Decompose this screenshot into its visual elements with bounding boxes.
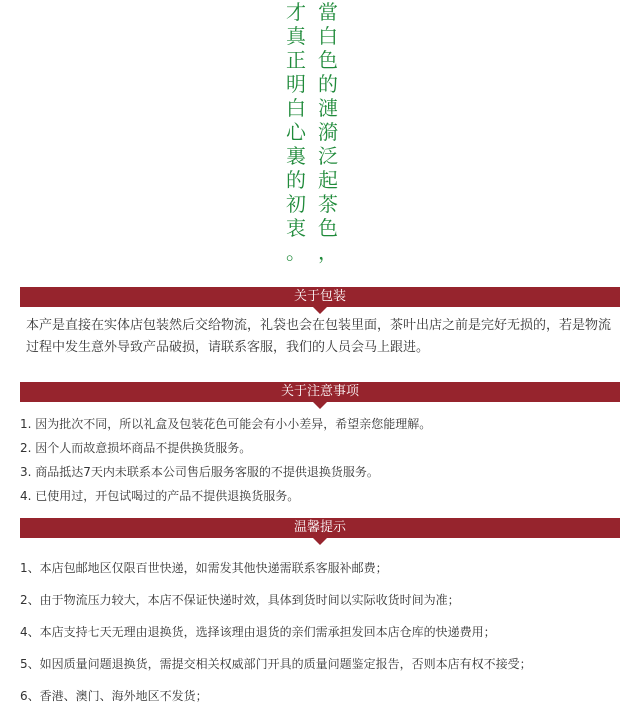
poem-char: 初 <box>286 192 306 216</box>
banner-notch <box>313 538 327 545</box>
poem-char: 心 <box>286 120 306 144</box>
packaging-title: 关于包装 <box>293 289 346 304</box>
poem-char: 才 <box>286 0 306 24</box>
tips-title: 温馨提示 <box>293 520 346 535</box>
list-item: 4. 已使用过，开包试喝过的产品不提供退换货服务。 <box>20 489 300 503</box>
poem-char: 當 <box>318 0 338 24</box>
list-item: 2. 因个人而故意损坏商品不提供换货服务。 <box>20 441 252 455</box>
notes-title: 关于注意事项 <box>280 384 359 399</box>
poem-char: 正 <box>286 48 306 72</box>
poem-char: 的 <box>286 168 306 192</box>
poem-char: 起 <box>318 168 338 192</box>
poem-char: 裏 <box>286 144 306 168</box>
poem-char: 漪 <box>318 120 338 144</box>
list-item: 3. 商品抵达7天内未联系本公司售后服务客服的不提供退换货服务。 <box>20 465 379 479</box>
list-item: 4、本店支持七天无理由退换货，选择该理由退货的亲们需承担发回本店仓库的快递费用； <box>20 625 496 639</box>
poem-char: 茶 <box>318 192 338 216</box>
poem-char: 白 <box>286 96 306 120</box>
packaging-text: 本产是直接在实体店包装然后交给物流，礼袋也会在包装里面，茶叶出店之前是完好无损的，若是物流过程中发生意外导致产品破损，请联系客服，我们的人员会马上跟进。 <box>26 318 612 355</box>
list-item: 2、由于物流压力较大，本店不保证快递时效，具体到货时间以实际收货时间为准； <box>20 593 460 607</box>
poem-column-right <box>316 0 340 264</box>
poem-char: 色 <box>318 48 338 72</box>
list-item: 1. 因为批次不同，所以礼盒及包装花色可能会有小小差异，希望亲您能理解。 <box>20 417 432 431</box>
list-item: 1、本店包邮地区仅限百世快递，如需发其他快递需联系客服补邮费； <box>20 561 388 575</box>
poem-char: 的 <box>318 72 338 96</box>
notes-banner <box>20 382 620 402</box>
poem-char: 真 <box>286 24 306 48</box>
poem-char: 白 <box>318 24 338 48</box>
poem-char: 漣 <box>318 96 338 120</box>
poem-column-left <box>284 0 308 264</box>
banner-notch <box>313 402 327 409</box>
tips-banner <box>20 518 620 538</box>
poem-char: ， <box>318 240 338 264</box>
notes-list <box>20 412 620 508</box>
poem-char: 色 <box>318 216 338 240</box>
tips-list <box>20 552 620 712</box>
poem-char: 明 <box>286 72 306 96</box>
poem-char: 泛 <box>318 144 338 168</box>
list-item: 6、香港、澳门、海外地区不发货； <box>20 689 208 703</box>
banner-notch <box>313 307 327 314</box>
poem-char: 。 <box>286 240 306 264</box>
list-item: 5、如因质量问题退换货，需提交相关权威部门开具的质量问题鉴定报告，否则本店有权不接受； <box>20 657 532 671</box>
poem-char: 衷 <box>286 216 306 240</box>
packaging-banner <box>20 287 620 307</box>
